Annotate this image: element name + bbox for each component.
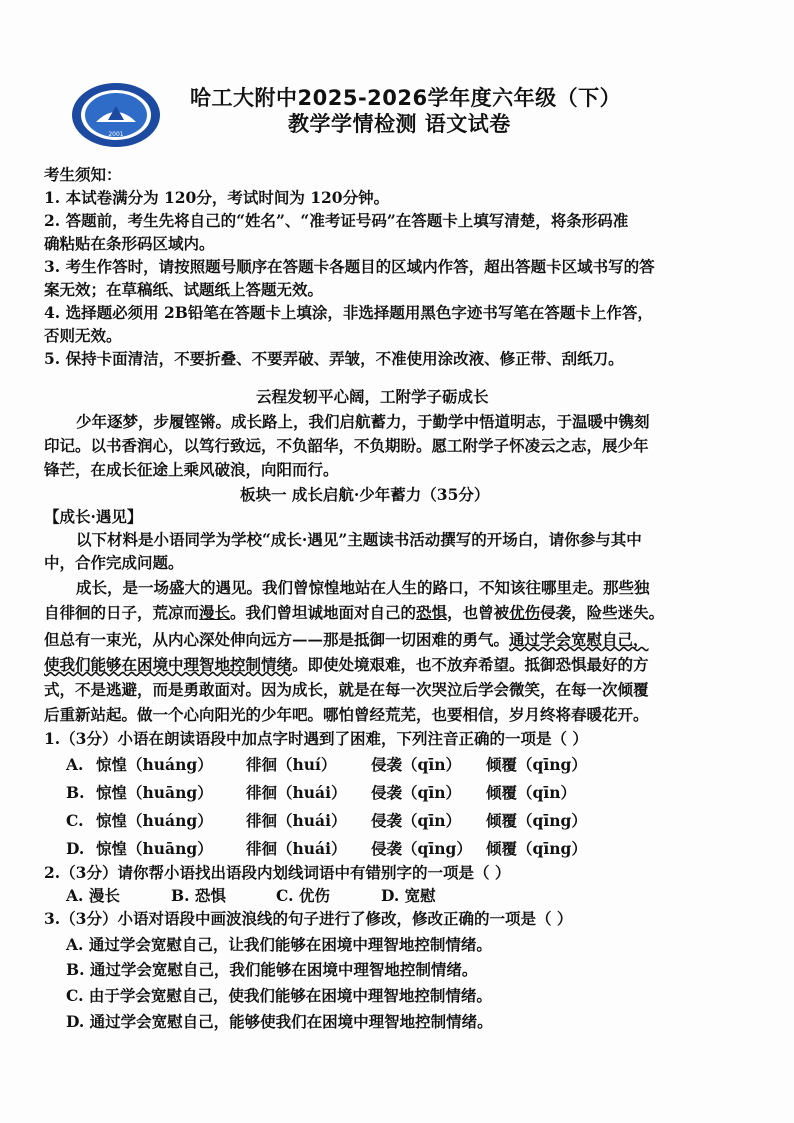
question-3-option-d: D. 通过学会宽慰自己，能够使我们在困境中理智地控制情绪。: [66, 1012, 493, 1031]
question-2-option-c: C. 优伤: [276, 886, 330, 905]
intro-heading: 云程发轫平心阔，工附学子砺成长: [256, 387, 489, 406]
question-2-option-d: D. 宽慰: [381, 886, 436, 905]
passage-line-5: 式，不是逃避，而是勇敢面对。因为成长，就是在每一次哭泣后学会微笑，在每一次倾覆: [44, 680, 649, 699]
question-3-option-c: C. 由于学会宽慰自己，使我们能够在困境中理智地控制情绪。: [66, 986, 492, 1005]
question-1-option-c: C. 惊惶（huáng） 徘徊（huái） 侵袭（qīn） 倾覆（qīng）: [66, 811, 587, 830]
notice-item-2: 2. 答题前，考生先将自己的“姓名”、“准考证号码”在答题卡上填写清楚，将条形码准: [44, 211, 629, 230]
question-3-option-a: A. 通过学会宽慰自己，让我们能够在困境中理智地控制情绪。: [66, 935, 492, 954]
underlined-word-3: 优伤: [509, 603, 541, 622]
section1-lead-1: 以下材料是小语同学为学校“成长·遇见”主题读书活动撰写的开场白，请你参与其中: [76, 530, 642, 549]
passage-line-2: 自徘徊的日子，荒凉而漫长。我们曾坦诚地面对自己的恐惧，也曾被优伤侵袭，险些迷失。: [44, 603, 665, 622]
question-1-option-d: D. 惊惶（huāng） 徘徊（huái） 侵袭（qīng） 倾覆（qīng）: [66, 839, 587, 858]
section1-lead-2: 中，合作完成问题。: [44, 553, 184, 572]
wavy-sentence-part-2: 使我们能够在困境中理智地控制情绪: [44, 655, 293, 674]
passage-line-4: 使我们能够在困境中理智地控制情绪。即使处境艰难，也不放弃希望。抵御恐惧最好的方: [44, 655, 649, 674]
question-1-option-b: B. 惊惶（huāng） 徘徊（huái） 侵袭（qīn） 倾覆（qīn）: [66, 783, 576, 802]
question-2-option-b: B. 恐惧: [171, 886, 226, 905]
notice-item-5: 5. 保持卡面清洁，不要折叠、不要弄破、弄皱，不准使用涂改液、修正带、刮纸刀。: [44, 349, 624, 368]
question-2-option-a: A. 漫长: [66, 886, 120, 905]
passage-line-1: 成长，是一场盛大的遇见。我们曾惊惶地站在人生的路口，不知该往哪里走。那些独: [76, 578, 650, 597]
notice-item-3: 3. 考生作答时，请按照题号顺序在答题卡各题目的区域内作答，超出答题卡区域书写的答: [44, 257, 655, 276]
passage-line-3: 但总有一束光，从内心深处伸向远方——那是抵御一切困难的勇气。通过学会宽慰自己，: [44, 630, 649, 649]
wavy-sentence-part-1: 通过学会宽慰自己，: [509, 630, 649, 649]
question-3-stem: 3.（3分）小语对语段中画波浪线的句子进行了修改，修改正确的一项是（ ）: [44, 909, 573, 928]
section1-heading: 板块一 成长启航·少年蓄力（35分）: [240, 485, 490, 504]
passage-line-6: 后重新站起。做一个心向阳光的少年吧。哪怕曾经荒芜，也要相信，岁月终将春暖花开。: [44, 705, 649, 724]
notice-item-2b: 确粘贴在条形码区域内。: [44, 234, 215, 253]
question-1-stem: 1.（3分）小语在朗读语段中加点字时遇到了困难，下列注音正确的一项是（ ）: [44, 729, 588, 748]
exam-title-line2: 教学学情检测 语文试卷: [288, 112, 511, 136]
school-logo-icon: [70, 82, 162, 148]
question-2-options: [66, 886, 436, 906]
notice-item-3b: 案无效；在草稿纸、试题纸上答题无效。: [44, 280, 324, 299]
section1-tag: 【成长·遇见】: [44, 507, 143, 526]
logo-year: 2001: [108, 131, 124, 138]
question-2-stem: 2.（3分）请你帮小语找出语段内划线词语中有错别字的一项是（ ）: [44, 863, 511, 882]
notice-item-4: 4. 选择题必须用 2B铅笔在答题卡上填涂，非选择题用黑色字迹书写笔在答题卡上作答，: [44, 303, 653, 322]
question-3-option-b: B. 通过学会宽慰自己，我们能够在困境中理智地控制情绪。: [66, 960, 478, 979]
notice-item-4b: 否则无效。: [44, 326, 122, 345]
underlined-word-2: 恐惧: [416, 603, 448, 622]
intro-line-1: 少年逐梦，步履铿锵。成长路上，我们启航蓄力，于勤学中悟道明志，于温暖中镌刻: [76, 412, 650, 431]
exam-title-line1: 哈工大附中2025-2026学年度六年级（下）: [190, 86, 622, 110]
intro-line-3: 锋芒，在成长征途上乘风破浪，向阳而行。: [44, 460, 339, 479]
intro-line-2: 印记。以书香润心，以笃行致远，不负韶华，不负期盼。愿工附学子怀凌云之志，展少年: [44, 436, 649, 455]
question-1-option-a: A. 惊惶（huáng） 徘徊（huí） 侵袭（qīn） 倾覆（qīng）: [66, 755, 587, 774]
underlined-word-1: 漫长: [199, 603, 231, 622]
notice-heading: 考生须知：: [44, 165, 122, 184]
notice-item-1: 1. 本试卷满分为 120分，考试时间为 120分钟。: [44, 188, 390, 207]
